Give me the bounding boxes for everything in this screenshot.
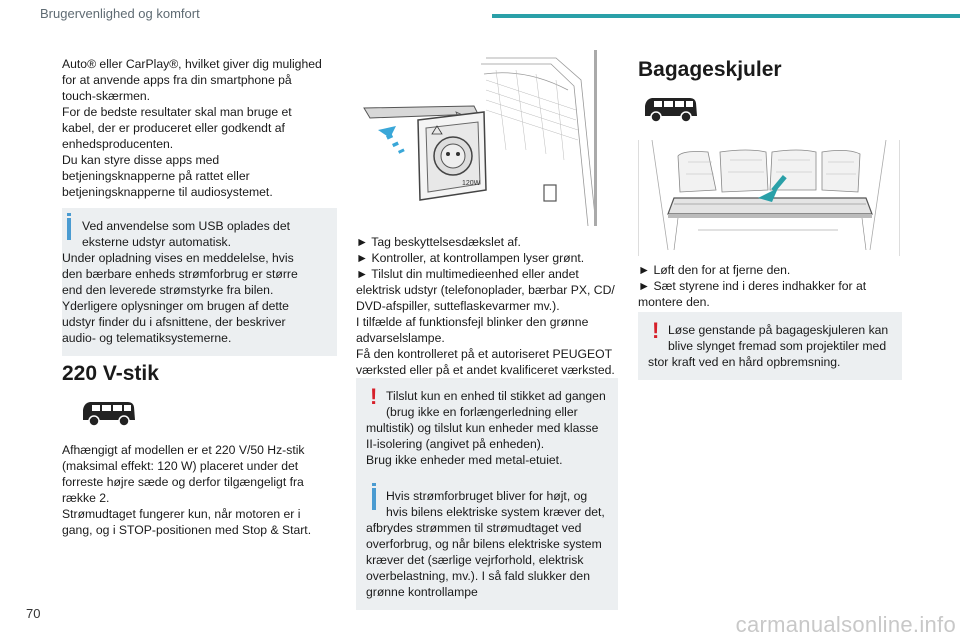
info-note-overload <box>356 478 618 610</box>
info-icon <box>67 218 71 240</box>
steps-paragraph-luggage <box>638 262 900 310</box>
warning-icon: ! <box>652 318 660 343</box>
text-line: For de bedste resultater skal man bruge et <box>62 105 292 119</box>
text-line: Strømudtaget fungerer kun, når motoren er i <box>62 507 301 521</box>
text-line: overbelastning, mv.). I så fald slukker den <box>366 569 590 583</box>
text-line: elektrisk udstyr (telefonoplader, bærbar PX, CD/ <box>356 283 615 297</box>
text-line: gang, og i STOP-positionen med Stop & Start. <box>62 523 312 537</box>
running-header: Brugervenlighed og komfort <box>40 6 200 21</box>
text-line: Løse genstande på bagageskjuleren kan <box>668 323 889 337</box>
step-item: ► Tilslut din multimedieenhed eller andet <box>356 267 579 281</box>
text-line: montere den. <box>638 295 710 309</box>
warning-note-luggage <box>638 312 902 380</box>
socket-power-label: 120W <box>462 180 481 187</box>
text-line: Hvis strømforbruget bliver for højt, og <box>386 489 588 503</box>
text-line: betjeningsknapperne på rattet eller <box>62 169 250 183</box>
van-silhouette-icon <box>642 94 700 124</box>
text-line: Du kan styre disse apps med <box>62 153 220 167</box>
note-continuation <box>366 520 608 600</box>
text-line: betjeningsknapperne til audiosystemet. <box>62 185 273 199</box>
text-line: Auto® eller CarPlay®, hvilket giver dig mulighed <box>62 57 322 71</box>
socket-illustration <box>356 50 618 226</box>
page-number: 70 <box>26 606 41 621</box>
text-line: forreste højre sæde og derfor tilgængeligt fra <box>62 475 304 489</box>
text-line: afbrydes strømmen til strømudtaget ved <box>366 521 582 535</box>
note-continuation <box>366 420 608 468</box>
text-line: Afhængigt af modellen er et 220 V/50 Hz-stik <box>62 443 305 457</box>
info-note-usb <box>62 208 337 356</box>
body-paragraph-220v <box>62 442 344 538</box>
text-line: I tilfælde af funktionsfejl blinker den grønne <box>356 315 589 329</box>
text-line: advarselslampe. <box>356 331 445 345</box>
text-line: række 2. <box>62 491 110 505</box>
text-line: udstyr finder du i afsnittene, der beskriver <box>62 315 286 329</box>
step-item: ► Løft den for at fjerne den. <box>638 263 791 277</box>
warning-icon: ! <box>370 384 378 409</box>
text-line: kabel, der er produceret eller godkendt af <box>62 121 285 135</box>
watermark: carmanualsonline.info <box>735 612 956 637</box>
note-continuation <box>62 250 327 346</box>
text-line: (maksimal effekt: 120 W) placeret under det <box>62 459 299 473</box>
step-item: ► Kontroller, at kontrollampen lyser grønt. <box>356 251 585 265</box>
text-line: stor kraft ved en hård opbremsning. <box>648 355 841 369</box>
luggage-cover-illustration <box>638 140 900 256</box>
text-line: kræver det (særlige vejrforhold, elektrisk <box>366 553 584 567</box>
steps-paragraph-220v <box>356 234 631 378</box>
text-line: for at anvende apps fra din smartphone på <box>62 73 292 87</box>
text-line: blive slynget fremad som projektiler med <box>668 339 887 353</box>
text-line: værksted eller på et andet kvalificeret værksted. <box>356 363 615 377</box>
step-item: ► Tag beskyttelsesdækslet af. <box>356 235 521 249</box>
section-title-luggage-cover: Bagageskjuler <box>638 58 782 81</box>
text-line: eksterne udstyr automatisk. <box>82 235 232 249</box>
text-line: Ved anvendelse som USB oplades det <box>82 219 291 233</box>
text-line: overforbrug, og når bilens elektriske system <box>366 537 602 551</box>
text-line: DVD-afspiller, sutteflaskevarmer mv.). <box>356 299 560 313</box>
warning-note-socket <box>356 378 618 478</box>
text-line: multistik) og tilslut kun enheder med klasse <box>366 421 599 435</box>
step-item: ► Sæt styrene ind i deres indhakker for at <box>638 279 867 293</box>
text-line: enhedsproducenten. <box>62 137 174 151</box>
text-line: touch-skærmen. <box>62 89 151 103</box>
info-icon <box>372 488 376 510</box>
text-line: hvis bilens elektriske system kræver det, <box>386 505 605 519</box>
header-accent-bar <box>492 14 960 18</box>
text-line: end den leverede strømstyrke fra bilen. <box>62 283 274 297</box>
text-line: audio- og telematiksystemerne. <box>62 331 232 345</box>
van-silhouette-icon <box>80 398 138 428</box>
text-line: Under opladning vises en meddelelse, hvis <box>62 251 294 265</box>
text-line: II-isolering (angivet på enheden). <box>366 437 545 451</box>
text-line: grønne kontrollampe <box>366 585 478 599</box>
text-line: Yderligere oplysninger om brugen af dette <box>62 299 289 313</box>
text-line: den bærbare enheds strømforbrug er større <box>62 267 298 281</box>
text-line: Få den kontrolleret på et autoriseret PEUGEOT <box>356 347 613 361</box>
text-line: (brug ikke en forlængerledning eller <box>386 405 578 419</box>
section-title-220v: 220 V-stik <box>62 362 159 385</box>
intro-paragraph <box>62 56 344 200</box>
text-line: Brug ikke enheder med metal-etuiet. <box>366 453 563 467</box>
note-continuation <box>648 354 892 370</box>
text-line: Tilslut kun en enhed til stikket ad gangen <box>386 389 606 403</box>
